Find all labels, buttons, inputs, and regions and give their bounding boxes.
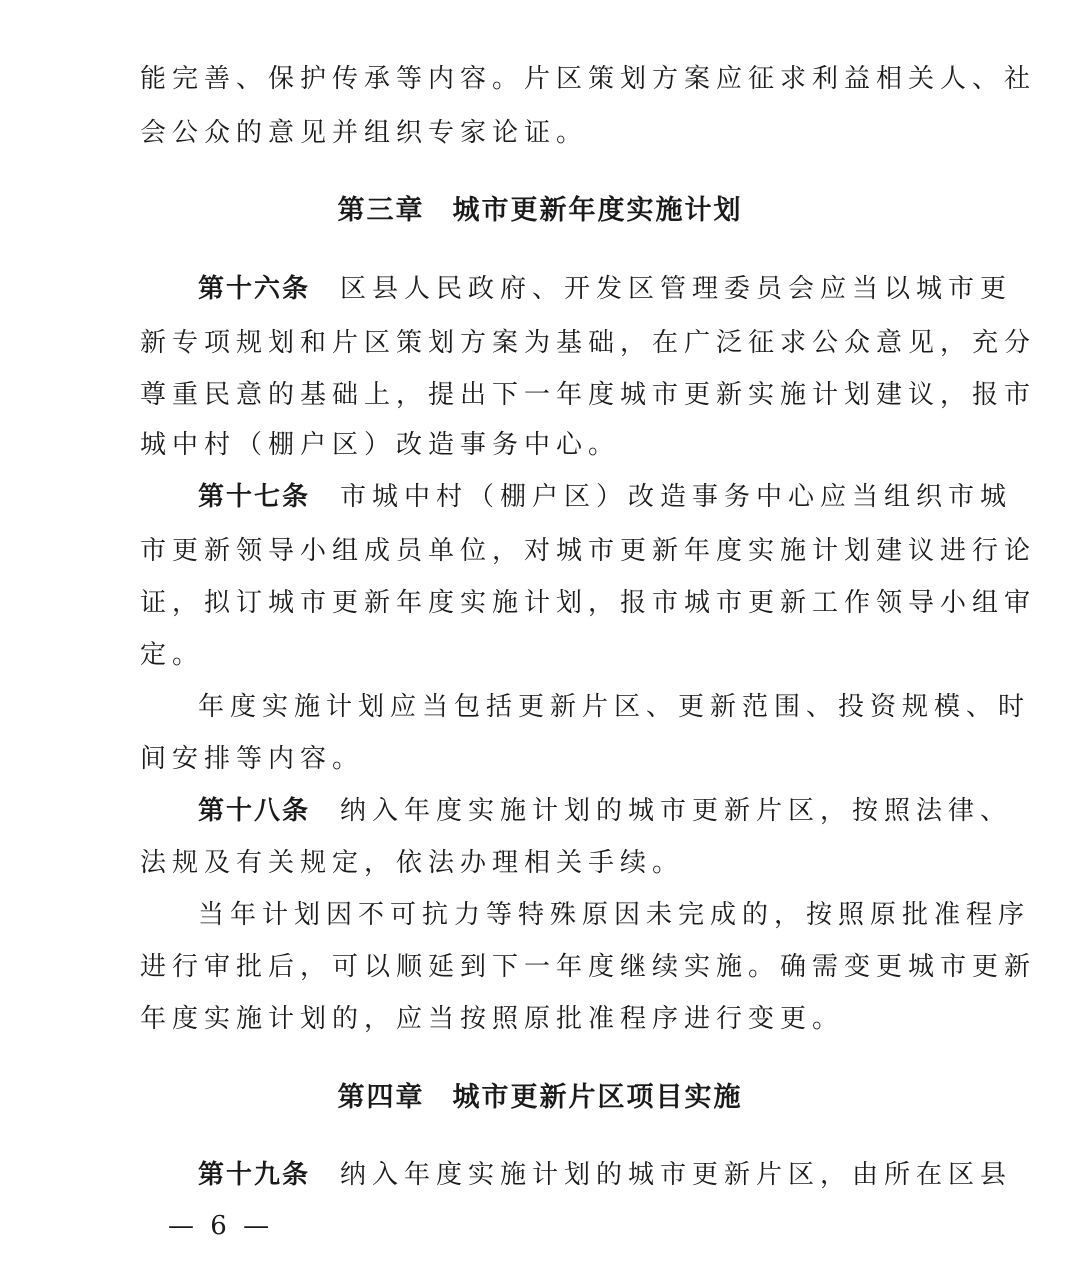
article-first-line bbox=[198, 1158, 1013, 1192]
article-label: 第十六条 bbox=[198, 274, 311, 304]
text-line: 纳入年度实施计划的城市更新片区，由所在区县 bbox=[340, 1160, 1013, 1190]
article-label: 第十七条 bbox=[198, 482, 311, 512]
text-line: 证，拟订城市更新年度实施计划，报市城市更新工作领导小组审 bbox=[140, 588, 1037, 618]
text-line: 当年计划因不可抗力等特殊原因未完成的，按照原批准程序 bbox=[198, 900, 1031, 930]
text-line: 尊重民意的基础上，提出下一年度城市更新实施计划建议，报市 bbox=[140, 380, 1037, 410]
text-line: 区县人民政府、开发区管理委员会应当以城市更 bbox=[340, 274, 1013, 304]
text-line: 城中村（棚户区）改造事务中心。 bbox=[140, 430, 621, 460]
text-line: 法规及有关规定，依法办理相关手续。 bbox=[140, 848, 685, 878]
article-first-line bbox=[198, 480, 1013, 514]
text-line: 新专项规划和片区策划方案为基础，在广泛征求公众意见，充分 bbox=[140, 328, 1037, 358]
text-line: 进行审批后，可以顺延到下一年度继续实施。确需变更城市更新 bbox=[140, 952, 1037, 982]
chapter-number: 第三章 bbox=[337, 195, 425, 226]
text-line: 定。 bbox=[140, 640, 205, 670]
text-line: 年度实施计划应当包括更新片区、更新范围、投资规模、时 bbox=[198, 692, 1031, 722]
chapter-number: 第四章 bbox=[337, 1082, 425, 1113]
text-line: 会公众的意见并组织专家论证。 bbox=[140, 118, 589, 148]
chapter-title: 城市更新年度实施计划 bbox=[452, 195, 743, 226]
article-label: 第十九条 bbox=[198, 1160, 311, 1190]
article-first-line bbox=[198, 794, 1013, 828]
chapter-heading bbox=[0, 1080, 1080, 1116]
text-line: 能完善、保护传承等内容。片区策划方案应征求利益相关人、社 bbox=[140, 64, 1037, 94]
text-line: 市城中村（棚户区）改造事务中心应当组织市城 bbox=[340, 482, 1013, 512]
chapter-title: 城市更新片区项目实施 bbox=[452, 1082, 743, 1113]
page-number: — 6 — bbox=[168, 1211, 274, 1241]
text-line: 间安排等内容。 bbox=[140, 744, 365, 774]
article-first-line bbox=[198, 272, 1013, 306]
chapter-heading bbox=[0, 193, 1080, 229]
text-line: 市更新领导小组成员单位，对城市更新年度实施计划建议进行论 bbox=[140, 536, 1037, 566]
text-line: 纳入年度实施计划的城市更新片区，按照法律、 bbox=[340, 796, 1013, 826]
text-line: 年度实施计划的，应当按照原批准程序进行变更。 bbox=[140, 1004, 845, 1034]
article-label: 第十八条 bbox=[198, 796, 311, 826]
